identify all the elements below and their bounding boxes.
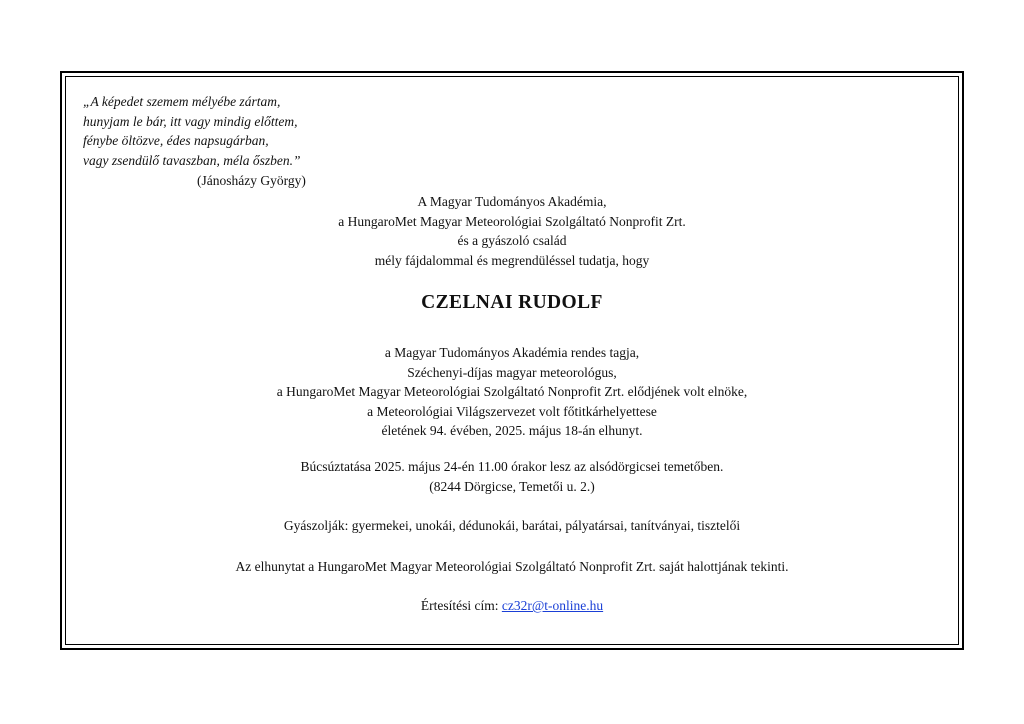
intro-line: a HungaroMet Magyar Meteorológiai Szolgáltató Nonprofit Zrt.: [338, 213, 686, 229]
contact-line: [62, 596, 962, 616]
details-line: a Meteorológiai Világszervezet volt főtitkárhelyettese: [367, 403, 657, 419]
details-line: életének 94. évében, 2025. május 18-án elhunyt.: [381, 423, 643, 438]
funeral-info: [62, 457, 962, 496]
poem-line: hunyjam le bár, itt vagy mindig előttem,: [83, 113, 298, 129]
poem-quote: [83, 92, 300, 170]
announcement-intro: [62, 192, 962, 270]
intro-line: A Magyar Tudományos Akadémia,: [417, 194, 607, 209]
funeral-line: Búcsúztatása 2025. május 24-én 11.00 órakor lesz az alsódörgicsei temetőben.: [300, 459, 724, 474]
poem-line: fénybe öltözve, édes napsugárban,: [83, 133, 269, 148]
poem-line: vagy zsendülő tavaszban, méla őszben.”: [83, 152, 301, 168]
details-line: a HungaroMet Magyar Meteorológiai Szolgáltató Nonprofit Zrt. elődjének volt elnöke,: [276, 384, 748, 399]
contact-email-link[interactable]: cz32r@t-online.hu: [501, 598, 604, 613]
intro-line: mély fájdalommal és megrendüléssel tudatja, hogy: [374, 252, 650, 268]
intro-line: és a gyászoló család: [457, 233, 567, 248]
details-line: a Magyar Tudományos Akadémia rendes tagja,: [384, 345, 640, 360]
details-line: Széchenyi-díjas magyar meteorológus,: [407, 364, 617, 380]
deceased-details: [62, 343, 962, 441]
own-dead-statement: Az elhunytat a HungaroMet Magyar Meteorológiai Szolgáltató Nonprofit Zrt. saját halottjának tekinti.: [235, 559, 789, 574]
funeral-address: (8244 Dörgicse, Temetői u. 2.): [429, 478, 595, 494]
contact-label: Értesítési cím:: [420, 598, 502, 613]
poem-author: (Jánosházy György): [197, 173, 306, 188]
mourners-line: Gyászolják: gyermekei, unokái, dédunokái, barátai, pályatársai, tanítványai, tisztelői: [283, 518, 741, 533]
deceased-name: CZELNAI RUDOLF: [421, 292, 603, 313]
poem-line: „A képedet szemem mélyébe zártam,: [83, 94, 281, 109]
